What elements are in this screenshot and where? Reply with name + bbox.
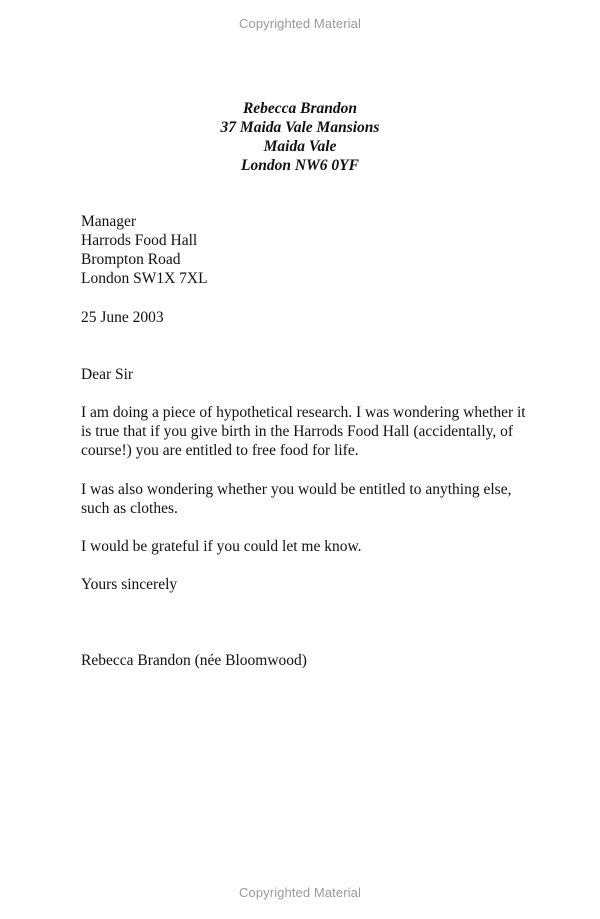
- sender-name: Rebecca Brandon: [242, 100, 358, 117]
- recipient-address-line: London SW1X 7XL: [81, 270, 208, 287]
- recipient-address-line: Harrods Food Hall: [81, 232, 198, 249]
- copyright-watermark-bottom: Copyrighted Material: [239, 885, 361, 900]
- paragraph-line: I am doing a piece of hypothetical research. I was wondering whether it: [81, 404, 526, 421]
- recipient-address-line: Brompton Road: [81, 251, 181, 268]
- body-paragraph: [81, 480, 531, 518]
- recipient-title: Manager: [81, 213, 137, 230]
- sender-address-line: 37 Maida Vale Mansions: [220, 119, 380, 136]
- recipient-address: [81, 212, 531, 288]
- letter-signature: Rebecca Brandon (née Bloomwood): [81, 652, 307, 669]
- body-paragraph: I would be grateful if you could let me know.: [81, 538, 362, 555]
- body-paragraph: [81, 403, 531, 460]
- sender-address-line: London NW6 0YF: [241, 157, 359, 174]
- copyright-watermark-top: Copyrighted Material: [239, 16, 361, 31]
- letter-closing: Yours sincerely: [81, 576, 178, 593]
- paragraph-line: such as clothes.: [81, 500, 178, 517]
- paragraph-line: I was also wondering whether you would be entitled to anything else,: [81, 481, 512, 498]
- paragraph-line: is true that if you give birth in the Harrods Food Hall (accidentally, of: [81, 423, 514, 440]
- letter-date: 25 June 2003: [81, 309, 164, 326]
- sender-address: [0, 99, 600, 175]
- paragraph-line: course!) you are entitled to free food for life.: [81, 442, 359, 459]
- salutation: Dear Sir: [81, 366, 134, 383]
- sender-address-line: Maida Vale: [263, 138, 337, 155]
